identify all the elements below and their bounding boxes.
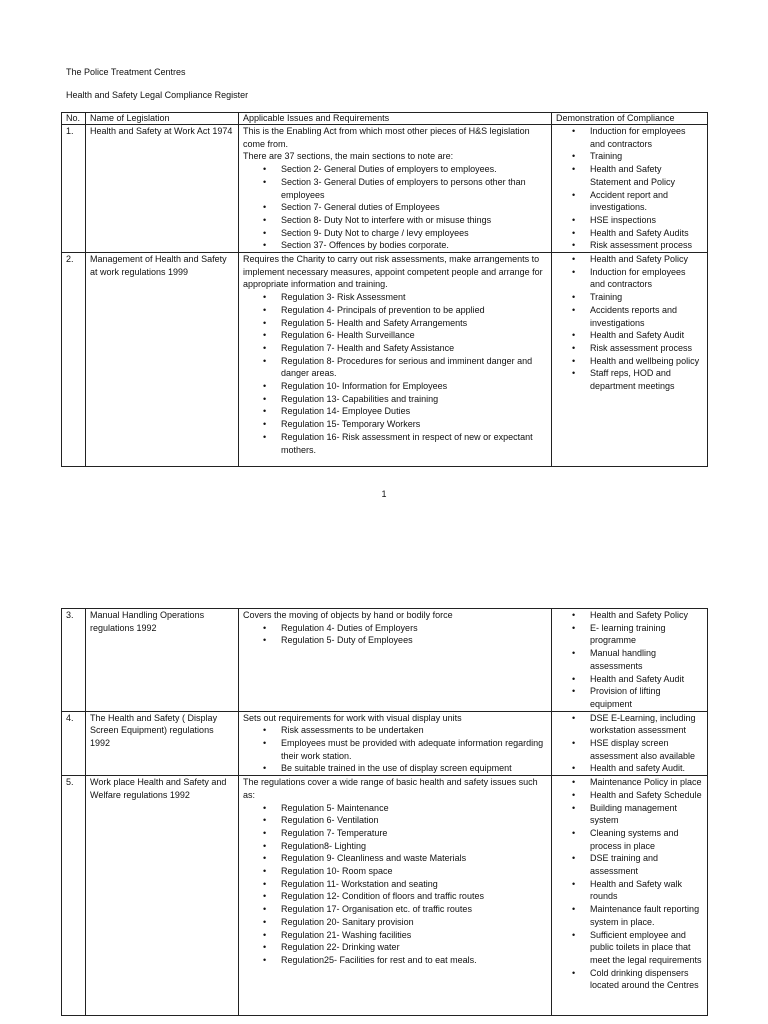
requirements-cell (239, 776, 552, 1016)
requirement-item: • Regulation 7- Temperature (281, 827, 547, 840)
compliance-item: • Training (590, 291, 703, 304)
compliance-item: • Induction for employees and contractors (590, 266, 703, 291)
page-number: 1 (381, 489, 387, 499)
requirements-cell (239, 125, 552, 253)
compliance-item: • Health and Safety walk rounds (590, 878, 703, 903)
requirement-item: • Regulation 6- Ventilation (281, 814, 547, 827)
col-header-issues: Applicable Issues and Requirements (239, 113, 552, 125)
requirement-item: • Regulation 17- Organisation etc. of traffic routes (281, 903, 547, 916)
requirement-item: • Regulation 7- Health and Safety Assistance (281, 342, 547, 355)
row-number: 5. (62, 776, 86, 1016)
compliance-item: • Health and wellbeing policy (590, 355, 703, 368)
org-name: The Police Treatment Centres (66, 67, 186, 77)
row-number: 2. (62, 253, 86, 467)
compliance-item: • Building management system (590, 802, 703, 827)
requirement-item: • Regulation 16- Risk assessment in respect of new or expectant mothers. (281, 431, 547, 456)
legislation-name: The Health and Safety ( Display Screen Equipment) regulations 1992 (86, 711, 239, 776)
table-row (62, 253, 708, 467)
requirement-item: • Regulation 5- Maintenance (281, 802, 547, 815)
compliance-item: • Health and Safety Statement and Policy (590, 163, 703, 188)
requirement-item: • Regulation 10- Information for Employees (281, 380, 547, 393)
row-number: 1. (62, 125, 86, 253)
table-row (62, 125, 708, 253)
requirement-item: • Section 2- General Duties of employers to employees. (281, 163, 547, 176)
compliance-cell (552, 776, 708, 1016)
requirement-item: • Regulation 15- Temporary Workers (281, 418, 547, 431)
compliance-item: • Cold drinking dispensers located around the Centres (590, 967, 703, 992)
compliance-item: • Health and Safety Audits (590, 227, 703, 240)
compliance-item: • Maintenance Policy in place (590, 776, 703, 789)
table-row (62, 711, 708, 776)
compliance-item: • HSE display screen assessment also available (590, 737, 703, 762)
requirement-item: • Section 9- Duty Not to charge / levy employees (281, 227, 547, 240)
requirement-item: • Regulation 11- Workstation and seating (281, 878, 547, 891)
requirement-item: • Regulation 14- Employee Duties (281, 405, 547, 418)
compliance-cell (552, 125, 708, 253)
compliance-item: • Health and Safety Policy (590, 609, 703, 622)
requirements-intro: The regulations cover a wide range of basic health and safety issues such as: (243, 777, 538, 800)
col-header-no: No. (62, 113, 86, 125)
requirement-item: • Regulation 22- Drinking water (281, 941, 547, 954)
requirements-intro: This is the Enabling Act from which most other pieces of H&S legislation come from. There are 37 sections, the main sections to note are: (243, 126, 530, 162)
legislation-name: Health and Safety at Work Act 1974 (86, 125, 239, 253)
compliance-item: • HSE inspections (590, 214, 703, 227)
compliance-table-page-1 (61, 112, 708, 467)
requirement-item: • Regulation 20- Sanitary provision (281, 916, 547, 929)
requirements-cell (239, 609, 552, 712)
compliance-item: • Cleaning systems and process in place (590, 827, 703, 852)
compliance-cell (552, 253, 708, 467)
requirement-item: • Risk assessments to be undertaken (281, 724, 547, 737)
requirement-item: • Section 3- General Duties of employers to persons other than employees (281, 176, 547, 201)
requirement-item: • Regulation 5- Duty of Employees (281, 634, 547, 647)
requirement-item: • Regulation 21- Washing facilities (281, 929, 547, 942)
compliance-list (556, 776, 703, 992)
compliance-item: • Health and Safety Audit (590, 673, 703, 686)
requirements-intro: Requires the Charity to carry out risk assessments, make arrangements to implement necessary measures, appoint competent people and arrange for appropriate information and training. (243, 254, 543, 290)
compliance-item: • DSE training and assessment (590, 852, 703, 877)
compliance-item: • Health and safety Audit. (590, 762, 703, 775)
compliance-list (556, 125, 703, 252)
compliance-item: • Maintenance fault reporting system in place. (590, 903, 703, 928)
requirement-item: • Regulation 3- Risk Assessment (281, 291, 547, 304)
requirements-list (243, 163, 547, 252)
requirement-item: • Employees must be provided with adequate information regarding their work station. (281, 737, 547, 762)
compliance-list (556, 253, 703, 393)
col-header-compliance: Demonstration of Compliance (552, 113, 708, 125)
compliance-item: • Accidents reports and investigations (590, 304, 703, 329)
compliance-item: • Health and Safety Schedule (590, 789, 703, 802)
compliance-item: • Risk assessment process (590, 239, 703, 252)
requirements-intro: Covers the moving of objects by hand or bodily force (243, 610, 453, 620)
requirement-item: • Section 37- Offences by bodies corporate. (281, 239, 547, 252)
requirement-item: • Regulation 8- Procedures for serious and imminent danger and danger areas. (281, 355, 547, 380)
requirement-item: • Regulation 10- Room space (281, 865, 547, 878)
requirements-list (243, 291, 547, 456)
compliance-item: • Sufficient employee and public toilets in place that meet the legal requirements (590, 929, 703, 967)
requirements-cell (239, 711, 552, 776)
compliance-item: • DSE E-Learning, including workstation assessment (590, 712, 703, 737)
compliance-list (556, 712, 703, 776)
table-row (62, 776, 708, 1016)
requirements-cell (239, 253, 552, 467)
compliance-item: • Health and Safety Policy (590, 253, 703, 266)
table-header-row (62, 113, 708, 125)
requirement-item: • Regulation 4- Duties of Employers (281, 622, 547, 635)
compliance-item: • Induction for employees and contractors (590, 125, 703, 150)
compliance-item: • Accident report and investigations. (590, 189, 703, 214)
col-header-name: Name of Legislation (86, 113, 239, 125)
compliance-item: • Provision of lifting equipment (590, 685, 703, 710)
compliance-item: • E- learning training programme (590, 622, 703, 647)
requirement-item: • Regulation8- Lighting (281, 840, 547, 853)
compliance-item: • Staff reps, HOD and department meetings (590, 367, 703, 392)
requirements-list (243, 724, 547, 775)
requirement-item: • Regulation 12- Condition of floors and traffic routes (281, 890, 547, 903)
requirement-item: • Section 8- Duty Not to interfere with or misuse things (281, 214, 547, 227)
requirement-item: • Regulation 6- Health Surveillance (281, 329, 547, 342)
requirements-list (243, 802, 547, 967)
compliance-cell (552, 609, 708, 712)
compliance-table-page-2 (61, 608, 708, 1016)
requirement-item: • Regulation 4- Principals of prevention to be applied (281, 304, 547, 317)
table-row (62, 609, 708, 712)
requirement-item: • Regulation 5- Health and Safety Arrangements (281, 317, 547, 330)
legislation-name: Management of Health and Safety at work regulations 1999 (86, 253, 239, 467)
requirement-item: • Section 7- General duties of Employees (281, 201, 547, 214)
requirement-item: • Regulation 13- Capabilities and training (281, 393, 547, 406)
requirements-list (243, 622, 547, 647)
compliance-item: • Health and Safety Audit (590, 329, 703, 342)
legislation-name: Manual Handling Operations regulations 1992 (86, 609, 239, 712)
requirement-item: • Regulation25- Facilities for rest and to eat meals. (281, 954, 547, 967)
compliance-item: • Risk assessment process (590, 342, 703, 355)
requirement-item: • Regulation 9- Cleanliness and waste Materials (281, 852, 547, 865)
compliance-item: • Training (590, 150, 703, 163)
compliance-item: • Manual handling assessments (590, 647, 703, 672)
legislation-name: Work place Health and Safety and Welfare regulations 1992 (86, 776, 239, 1016)
requirement-item: • Be suitable trained in the use of display screen equipment (281, 762, 547, 775)
register-title: Health and Safety Legal Compliance Register (66, 90, 249, 100)
row-number: 4. (62, 711, 86, 776)
compliance-list (556, 609, 703, 711)
row-number: 3. (62, 609, 86, 712)
compliance-cell (552, 711, 708, 776)
requirements-intro: Sets out requirements for work with visual display units (243, 712, 462, 723)
